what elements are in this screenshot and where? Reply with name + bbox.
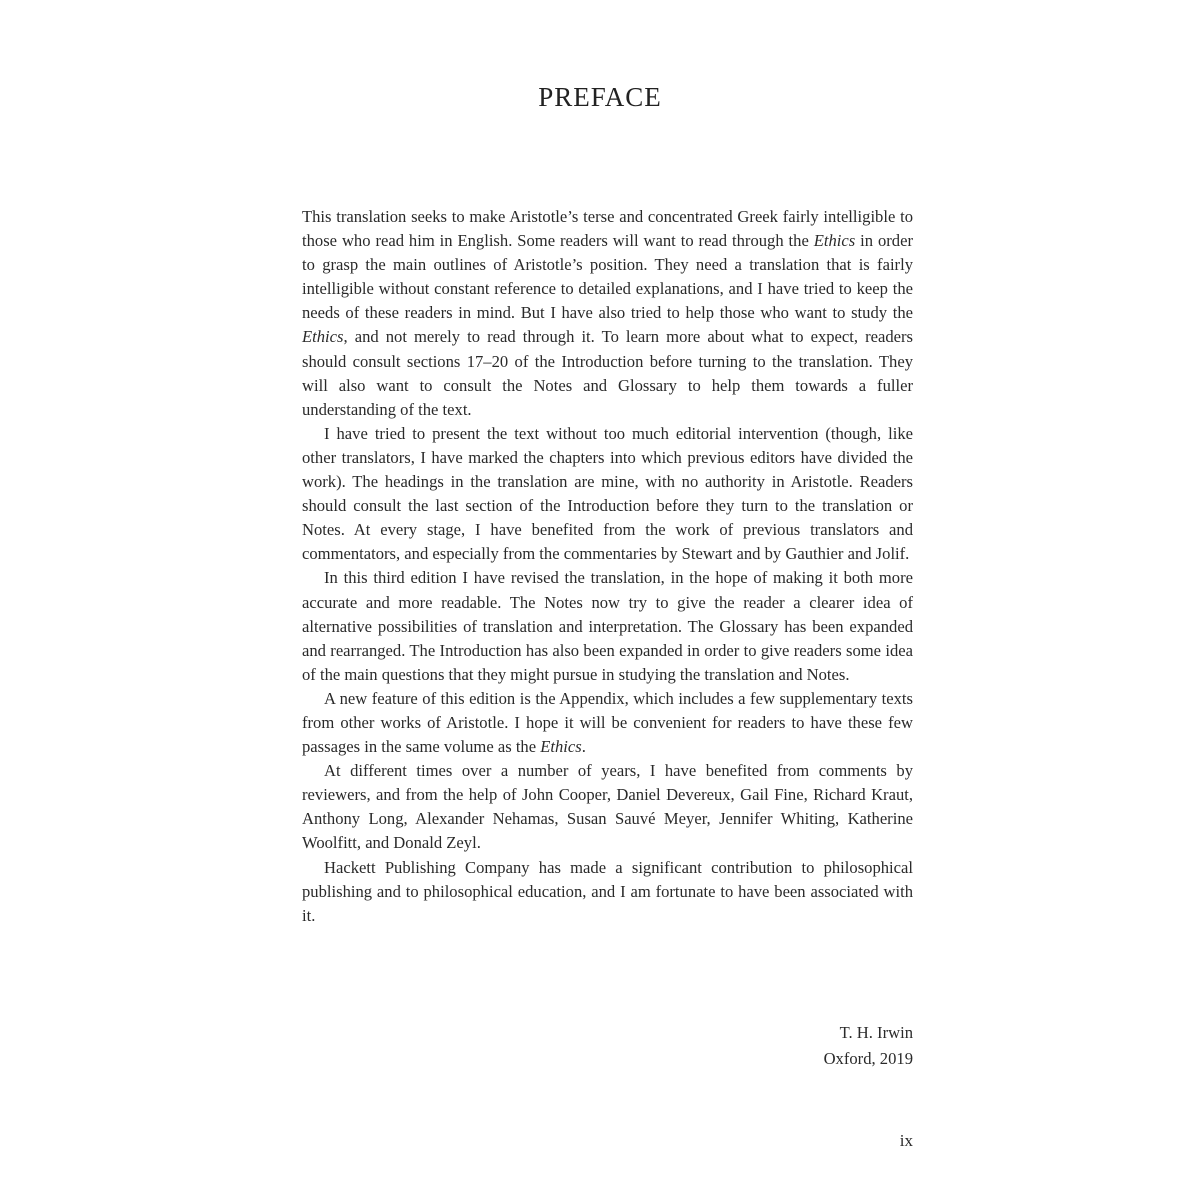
book-title-ethics: Ethics [540, 737, 582, 757]
preface-body [302, 205, 913, 928]
paragraph-1-text-b: in order to grasp the main outlines of Aristotle’s position. They need a translation that is fairly intelligible without constant reference to detailed explanations, and I have tried to keep the needs of these readers in mind. But I have also tried to help those who want to study the [302, 231, 913, 323]
paragraph-2: I have tried to present the text without too much editorial intervention (though, like other translators, I have marked the chapters into which previous editors have divided the work). The headings in the translation are mine, with no authority in Aristotle. Readers should consult the last section of the Introduction before they turn to the translation or Notes. At every stage, I have benefited from the work of previous translators and commentators, and especially from the commentaries by Stewart and by Gauthier and Jolif. [302, 423, 913, 564]
book-title-ethics: Ethics [302, 327, 344, 347]
paragraph-5: At different times over a number of years, I have benefited from comments by reviewers, and from the help of John Cooper, Daniel Devereux, Gail Fine, Richard Kraut, Anthony Long, Alexander Nehamas, Susan Sauvé Meyer, Jennifer Whiting, Katherine Woolfitt, and Donald Zeyl. [302, 761, 913, 853]
paragraph-4-text-b: . [581, 737, 586, 757]
page-number: ix [899, 1131, 913, 1150]
paragraph-1 [302, 205, 913, 422]
signature-block [700, 1020, 913, 1072]
paragraph-4 [302, 687, 913, 759]
paragraph-1-text-c: , and not merely to read through it. To learn more about what to expect, readers should consult sections 17–20 of the Introduction before turning to the translation. They will also want to consult the Notes and Glossary to help them towards a fuller understanding of the text. [302, 327, 913, 419]
paragraph-4-text-a: A new feature of this edition is the Appendix, which includes a few supplementary texts from other works of Aristotle. I hope it will be convenient for readers to have these few passages in the same volume as the [302, 688, 913, 757]
book-title-ethics: Ethics [813, 231, 856, 251]
author-name: T. H. Irwin [839, 1023, 913, 1042]
paragraph-3: In this third edition I have revised the translation, in the hope of making it both more accurate and more readable. The Notes now try to give the reader a clearer idea of alternative possibilities of translation and interpretation. The Glossary has been expanded and rearranged. The Introduction has also been expanded in order to give readers some idea of the main questions that they might pursue in studying the translation and Notes. [302, 568, 913, 684]
place-date: Oxford, 2019 [823, 1049, 913, 1068]
paragraph-1-text-a: This translation seeks to make Aristotle’s terse and concentrated Greek fairly intelligible to those who read him in English. Some readers will want to read through the [302, 207, 913, 251]
page-title: PREFACE [538, 82, 662, 112]
paragraph-6: Hackett Publishing Company has made a significant contribution to philosophical publishing and to philosophical education, and I am fortunate to have been associated with it. [302, 857, 913, 925]
